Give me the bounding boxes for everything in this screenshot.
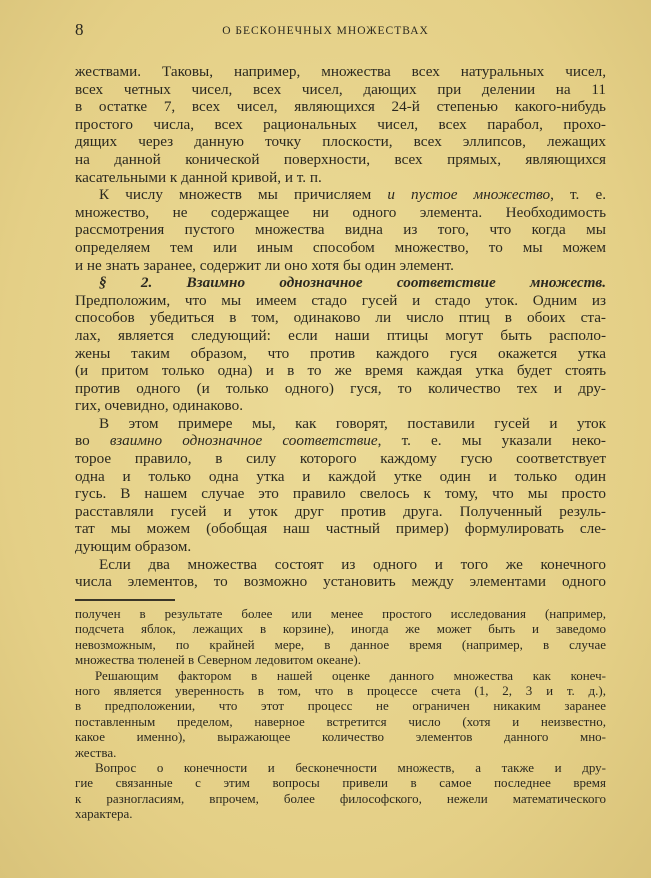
- text-line: [75, 729, 606, 744]
- text-segment: К числу множеств мы причисляем: [99, 186, 388, 204]
- text-line: [75, 98, 606, 116]
- text-segment: Вопрос о конечности и бесконечности множеств, а также и дру-: [95, 759, 606, 775]
- text-line: [75, 116, 606, 134]
- text-segment: всех четных чисел, всех чисел, дающих при делении на 11: [75, 80, 606, 98]
- text-line: [75, 415, 606, 433]
- section-heading: [75, 274, 606, 292]
- text-segment: гусь. В нашем случае это правило свелось к тому, что мы просто: [75, 485, 606, 503]
- italic-term: взаимно однозначное соответствие: [109, 432, 378, 450]
- text-segment: и не знать заранее, содержит ли оно хотя бы один элемент.: [75, 256, 454, 274]
- text-line: [75, 362, 606, 380]
- text-line: [75, 520, 606, 538]
- text-segment: Если два множества состоят из одного и того же конечного: [99, 555, 606, 573]
- italic-term: и пустое множество: [387, 186, 551, 204]
- text-line: [75, 186, 606, 204]
- text-line: [75, 432, 606, 450]
- main-text: [75, 63, 606, 591]
- text-segment: Предположим, что мы имеем стадо гусей и стадо уток. Одним из: [75, 291, 606, 309]
- text-segment: жены таким образом, что против каждого гуся окажется утка: [75, 344, 606, 362]
- text-line: [75, 292, 606, 310]
- text-segment: тат мы можем (обобщая наш частный пример) формулировать сле-: [75, 520, 606, 538]
- text-line: [75, 380, 606, 398]
- text-line: [75, 468, 606, 486]
- text-line: [75, 606, 606, 621]
- text-segment: в остатке 7, всех чисел, являющихся 24-й степенью какого-нибудь: [75, 98, 606, 116]
- text-line: [75, 485, 606, 503]
- text-segment: множества тюленей в Северном ледовитом океане).: [75, 652, 361, 668]
- text-line: [75, 221, 606, 239]
- text-segment: расставляли гусей и уток друг против друга. Полученный резуль-: [75, 502, 606, 520]
- footnote-text: [75, 606, 606, 821]
- text-segment: против одного (и только одного) гуся, то количество тех и дру-: [75, 379, 606, 397]
- text-segment: в предположении, что этот процесс не ограничен никаким заранее: [75, 698, 606, 714]
- text-line: [75, 775, 606, 790]
- text-segment: касательными к данной кривой, и т. п.: [75, 168, 322, 186]
- text-segment: простого числа, всех рациональных чисел, всех парабол, прохо-: [75, 115, 606, 133]
- text-line: [75, 81, 606, 99]
- text-line: [75, 204, 606, 222]
- text-segment: жествами. Таковы, например, множества всех натуральных чисел,: [75, 63, 606, 80]
- text-segment: к разногласиям, впрочем, более философского, нежели математического: [75, 790, 606, 806]
- text-line: [75, 714, 606, 729]
- text-line: [75, 239, 606, 257]
- text-line: [75, 133, 606, 151]
- text-segment: способов убедиться в том, одинаково ли число птиц в обоих ста-: [75, 309, 606, 327]
- text-line: [75, 556, 606, 574]
- text-segment: гих, очевидно, одинаково.: [75, 397, 244, 415]
- text-line: [75, 63, 606, 81]
- text-segment: множество, не содержащее ни одного элемента. Необходимость: [75, 203, 606, 221]
- text-segment: , т. е.: [550, 186, 606, 204]
- page-number: 8: [75, 20, 84, 39]
- text-line: [75, 698, 606, 713]
- text-segment: Решающим фактором в нашей оценке данного множества как конеч-: [95, 667, 606, 683]
- text-segment: числа элементов, то возможно установить между элементами одного: [75, 573, 606, 591]
- text-line: [75, 745, 606, 760]
- text-segment: гие связанные с этим вопросы привели в самое последнее время: [75, 775, 606, 791]
- text-segment: В этом примере мы, как говорят, поставили гусей и уток: [99, 414, 606, 432]
- text-line: [75, 621, 606, 636]
- text-segment: какое именно), выражающее количество элементов данного мно-: [75, 729, 606, 745]
- text-line: [75, 450, 606, 468]
- text-line: [75, 503, 606, 521]
- text-line: [75, 345, 606, 363]
- text-segment: невозможным, по крайней мере, в данное время (например, в случае: [75, 636, 606, 652]
- text-line: [75, 652, 606, 667]
- text-segment: определяем тем или иным способом множество, то мы можем: [75, 238, 606, 256]
- text-segment: подсчета яблок, лежащих в корзине), иногда же может быть и заведомо: [75, 621, 606, 637]
- text-line: [75, 151, 606, 169]
- text-line: [75, 257, 606, 275]
- text-segment: , т. е. мы указали неко-: [377, 432, 606, 450]
- text-segment: во: [75, 432, 110, 450]
- text-segment: жества.: [75, 744, 117, 760]
- text-segment: одна и только одна утка и каждой утке один и только один: [75, 467, 606, 485]
- text-segment: дящих через данную точку плоскости, всех эллипсов, лежащих: [75, 133, 606, 151]
- text-segment: торое правило, в силу которого каждому гусю соответствует: [75, 450, 606, 468]
- text-line: [75, 169, 606, 187]
- text-segment: ного является уверенность в том, что в процессе счета (1, 2, 3 и т. д.),: [75, 682, 606, 698]
- text-segment: получен в результате более или менее простого исследования (например,: [75, 606, 606, 621]
- running-head: О БЕСКОНЕЧНЫХ МНОЖЕСТВАХ: [222, 25, 429, 37]
- text-line: [75, 668, 606, 683]
- text-segment: дующим образом.: [75, 538, 192, 556]
- italic-term: § 2. Взаимно однозначное соответствие множеств.: [99, 274, 606, 292]
- text-segment: характера.: [75, 806, 133, 822]
- text-line: [75, 806, 606, 821]
- text-line: [75, 637, 606, 652]
- text-segment: рассмотрения пустого множества видна из того, что когда мы: [75, 221, 606, 239]
- text-segment: лах, является следующий: если наши птицы могут быть располо-: [75, 326, 606, 344]
- text-line: [75, 760, 606, 775]
- text-line: [75, 538, 606, 556]
- text-line: [75, 683, 606, 698]
- text-line: [75, 397, 606, 415]
- text-segment: поставленным пределом, наверное встретится число (хотя и неизвестно,: [75, 713, 606, 729]
- text-segment: на данной конической поверхности, всех прямых, являющихся: [75, 150, 606, 168]
- footnote-divider: [75, 599, 175, 601]
- text-line: [75, 309, 606, 327]
- text-line: [75, 573, 606, 591]
- text-line: [75, 327, 606, 345]
- text-segment: (и притом только одна) и в то же время каждая утка будет стоять: [75, 362, 606, 380]
- text-line: [75, 791, 606, 806]
